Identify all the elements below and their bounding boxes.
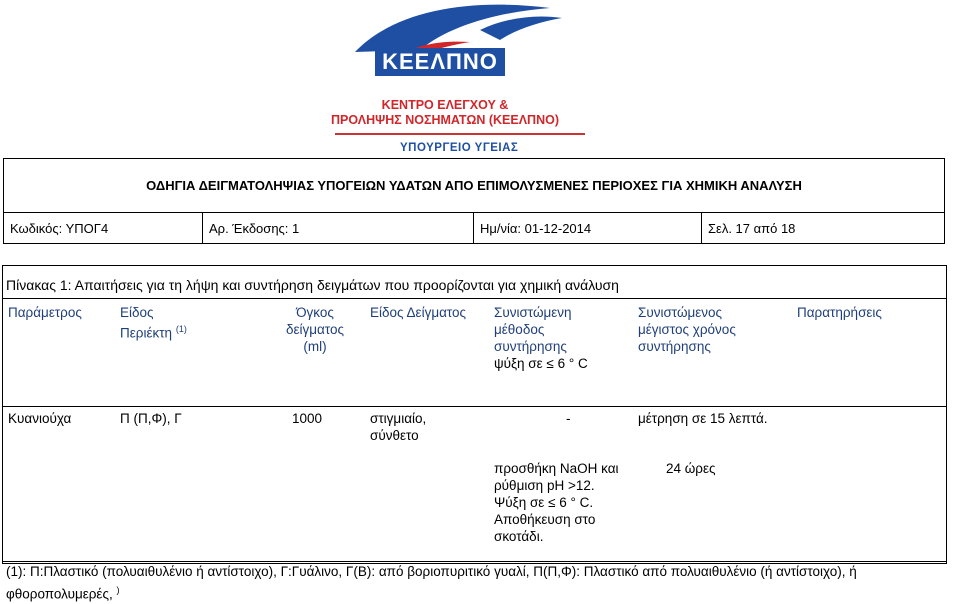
cell-method-dash: -: [566, 411, 571, 426]
col-header-method: [494, 304, 588, 372]
footnote-line2: [6, 581, 956, 604]
cell-method-detail-line1: προσθήκη NaOH και: [494, 461, 619, 476]
document-code: Κωδικός: ΥΠΟΓ4: [4, 213, 203, 244]
col-header-method-line2: μέθοδος: [494, 322, 545, 337]
cell-sample-type: [370, 410, 426, 444]
table-footnote: [6, 563, 956, 604]
col-header-time-line1: Συνιστώμενος: [638, 305, 723, 320]
footnote-ref: (1): [175, 324, 187, 334]
col-header-container-line2: [120, 321, 187, 342]
document-date: Ημ/νία: 01-12-2014: [474, 213, 702, 244]
cell-method-detail-line4: Αποθήκευση στο: [494, 512, 596, 527]
document-header: [3, 158, 945, 244]
caption-divider: [3, 298, 946, 299]
col-header-time-line3: συντήρησης: [638, 339, 711, 354]
col-header-time-line2: μέγιστος χρόνος: [638, 322, 736, 337]
col-header-time: [638, 304, 736, 355]
cell-time-detail: 24 ώρες: [666, 461, 716, 476]
col-header-container: [120, 304, 187, 342]
table-bottom-border: [3, 561, 946, 562]
logo-line-2: ΠΡΟΛΗΨΗΣ ΝΟΣΗΜΑΤΩΝ (ΚΕΕΛΠΝΟ): [331, 113, 559, 127]
footnote-line2-sup: ): [116, 585, 120, 595]
document-version: Αρ. Έκδοσης: 1: [203, 213, 474, 244]
col-header-parameter: Παράμετρος: [8, 305, 82, 320]
footnote-line2-text: φθοροπολυμερές,: [6, 586, 113, 602]
header-divider: [3, 406, 946, 407]
document-title: ΟΔΗΓΙΑ ΔΕΙΓΜΑΤΟΛΗΨΙΑΣ ΥΠΟΓΕΙΩΝ ΥΔΑΤΩΝ ΑΠΟ ΕΠΙΜΟΛΥΣΜΕΝΕΣ ΠΕΡΙΟΧΕΣ ΓΙΑ ΧΗΜΙΚΗ ΑΝΑΛΥΣΗ: [4, 159, 945, 213]
ministry-name: ΥΠΟΥΡΓΕΙΟ ΥΓΕΙΑΣ: [400, 142, 519, 154]
logo-line-1: ΚΕΝΤΡΟ ΕΛΕΓΧΟΥ &: [381, 98, 509, 112]
footnote-line1: (1): Π:Πλαστικό (πολυαιθυλένιο ή αντίστοιχο), Γ:Γυάλινο, Γ(Β): από βοριοπυριτικό γυαλί, Π(Π,Φ): Πλαστικό από πολυαιθυλένιο (ή αντίστοιχο), ή: [6, 564, 857, 579]
col-header-volume-line3: (ml): [303, 339, 327, 354]
col-header-method-line1: Συνιστώμενη: [494, 305, 572, 320]
cell-sample-type-line1: στιγμιαίο,: [370, 411, 427, 426]
cell-parameter: Κυανιούχα: [8, 411, 72, 426]
cell-container: Π (Π,Φ), Γ: [120, 411, 182, 426]
table-caption: Πίνακας 1: Απαιτήσεις για τη λήψη και συντήρηση δειγμάτων που προορίζονται για χημική ανάλυση: [6, 277, 619, 293]
logo-divider: [335, 133, 585, 135]
col-header-sample-type: Είδος Δείγματος: [370, 305, 467, 320]
col-header-method-line3: συντήρησης: [494, 339, 567, 354]
col-header-method-line4: ψύξη σε ≤ 6 ° C: [494, 356, 588, 371]
cell-time: μέτρηση σε 15 λεπτά.: [638, 411, 768, 426]
cell-method-detail-line2: ρύθμιση pH >12.: [494, 478, 595, 493]
col-header-volume: [270, 304, 360, 355]
cell-method-detail-line5: σκοτάδι.: [494, 529, 544, 544]
col-header-container-line1: Είδος: [120, 305, 154, 320]
logo-name: ΚΕΕΛΠΝΟ: [375, 48, 505, 76]
organization-logo: [300, 0, 660, 158]
cell-sample-type-line2: σύνθετο: [370, 428, 419, 443]
col-header-notes: Παρατηρήσεις: [797, 305, 882, 320]
document-page: Σελ. 17 από 18: [702, 213, 945, 244]
col-header-volume-line1: Όγκος: [296, 305, 334, 320]
col-header-volume-line2: δείγματος: [285, 322, 345, 337]
col-header-container-word: Περιέκτη: [120, 325, 173, 341]
cell-volume: 1000: [292, 411, 323, 426]
cell-method-detail-line3: Ψύξη σε ≤ 6 ° C.: [494, 495, 594, 510]
cell-method-detail: [494, 460, 619, 545]
